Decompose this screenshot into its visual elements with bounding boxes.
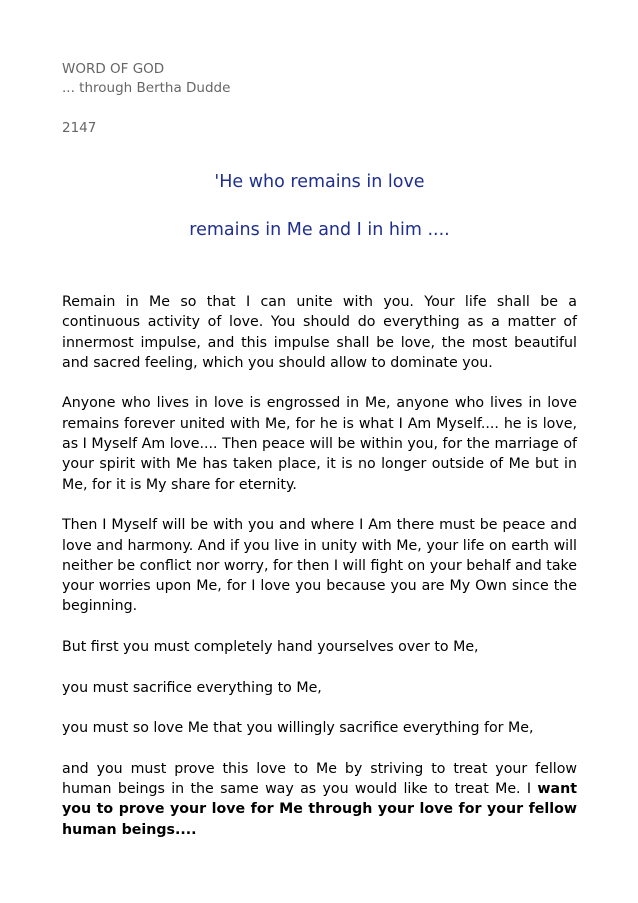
paragraph-6: you must so love Me that you willingly sacrifice everything for Me, bbox=[62, 720, 534, 737]
series-label: WORD OF GOD bbox=[62, 61, 165, 77]
paragraph-7-text: and you must prove this love to Me by striving to treat your fellow human beings in the same way as you would like to treat Me. I bbox=[62, 760, 577, 798]
paragraph-4: But first you must completely hand yourselves over to Me, bbox=[62, 639, 479, 656]
paragraph-7 bbox=[62, 759, 577, 840]
body-text bbox=[62, 292, 577, 840]
paragraph-1: Remain in Me so that I can unite with you. Your life shall be a continuous activity of love. You should do everything as a matter of innermost impulse, and this impulse shall be love, the most beautiful and sacred feeling, which you should allow to dominate you. bbox=[62, 294, 577, 371]
message-number: 2147 bbox=[62, 120, 97, 136]
paragraph-3: Then I Myself will be with you and where I Am there must be peace and love and harmony. And if you live in unity with Me, your life on earth will neither be conflict nor worry, for then I will fight on your behalf and take your worries upon Me, for I love you because you are My Own since the beginning. bbox=[62, 517, 577, 615]
source-label: ... through Bertha Dudde bbox=[62, 80, 231, 96]
paragraph-7-bold-text: want you to prove your love for Me through your love for your fellow human beings.... bbox=[62, 781, 577, 838]
paragraph-5: you must sacrifice everything to Me, bbox=[62, 679, 322, 696]
paragraph-2: Anyone who lives in love is engrossed in Me, anyone who lives in love remains forever united with Me, for he is what I Am Myself.... he is love, as I Myself Am love.... Then peace will be within you, for the marriage of your spirit with Me has taken place, it is no longer outside of Me but in Me, for it is My share for eternity. bbox=[62, 395, 577, 493]
title-line-1: 'He who remains in love bbox=[214, 172, 425, 192]
document-page bbox=[62, 60, 577, 860]
title-line-2: remains in Me and I in him .... bbox=[189, 220, 450, 240]
